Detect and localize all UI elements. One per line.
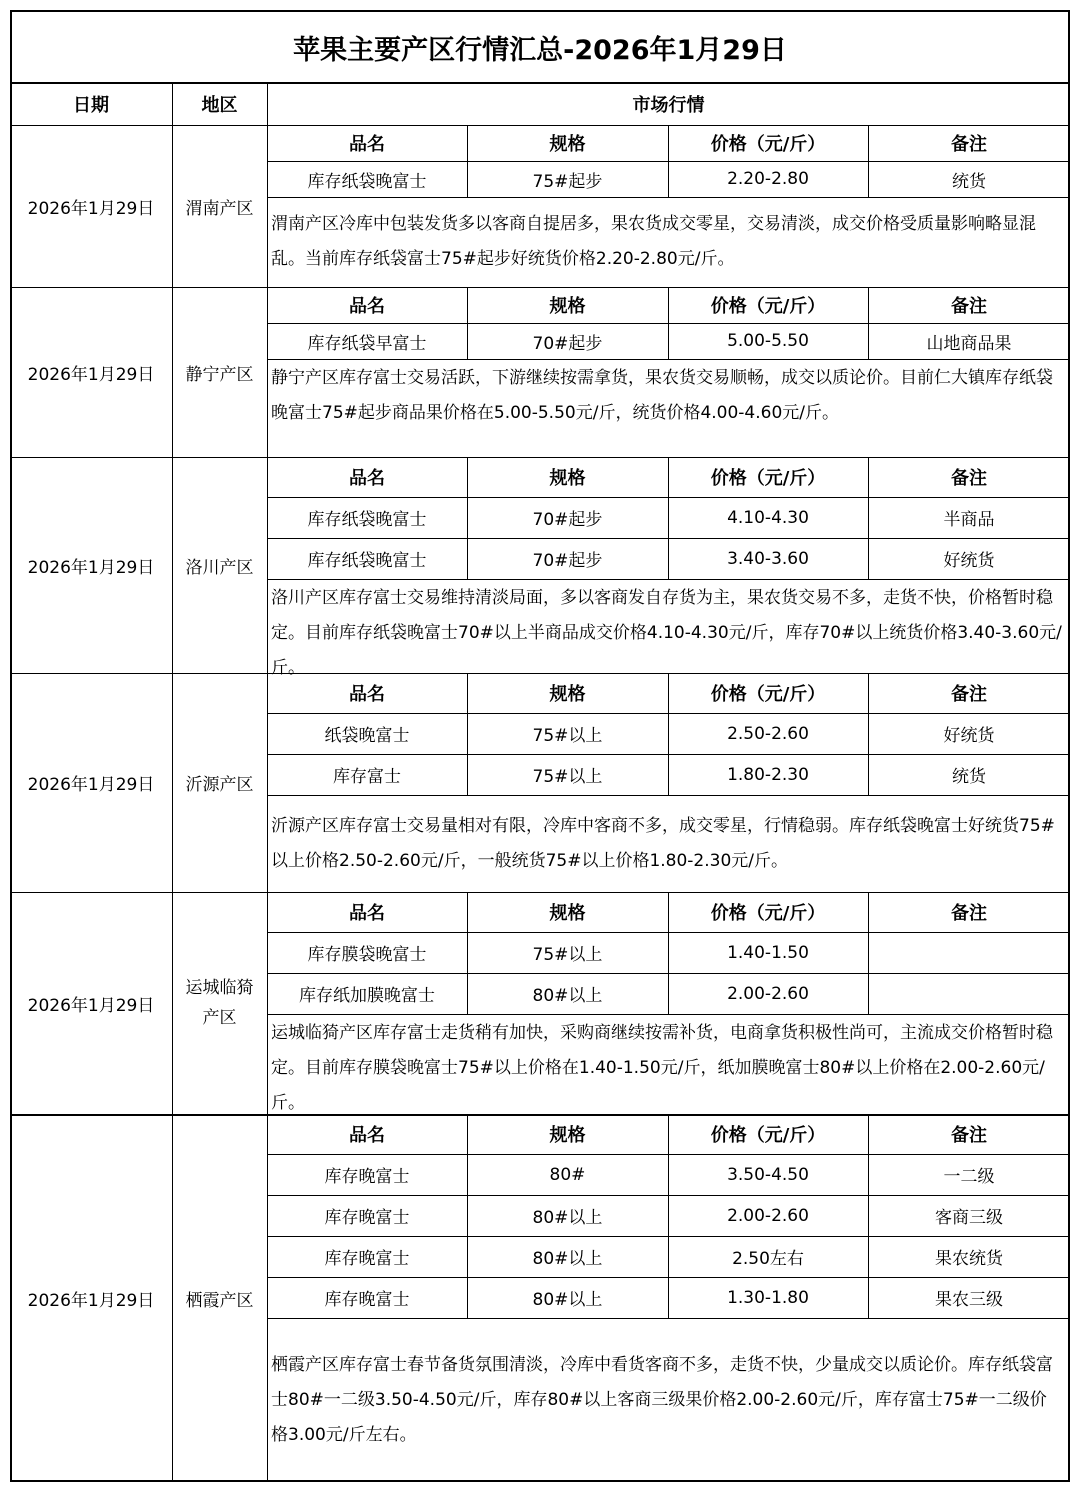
row-spec: 75#以上	[532, 767, 603, 787]
sub-header-name: 品名	[349, 684, 385, 705]
row-price: 1.80-2.30	[727, 764, 809, 785]
row-name: 库存纸加膜晚富士	[299, 986, 435, 1006]
header-region: 地区	[201, 95, 238, 116]
header-date: 日期	[73, 95, 109, 116]
row-spec: 75#以上	[532, 945, 603, 965]
grid-line	[668, 457, 669, 579]
header-market: 市场行情	[632, 95, 705, 116]
section-date: 2026年1月29日	[27, 1290, 155, 1311]
grid-line	[467, 287, 468, 359]
grid-line	[868, 125, 869, 197]
sub-header-remark: 备注	[951, 1125, 987, 1146]
row-remark: 统货	[952, 767, 986, 787]
sub-header-spec: 规格	[549, 468, 586, 489]
row-price: 2.50-2.60	[727, 723, 809, 744]
grid-line	[467, 457, 468, 579]
grid-line	[868, 457, 869, 579]
row-remark: 山地商品果	[926, 333, 1012, 354]
grid-line	[668, 673, 669, 795]
row-remark: 果农统货	[935, 1249, 1003, 1269]
section-note: 沂源产区库存富士交易量相对有限，冷库中客商不多，成交零星，行情稳弱。库存纸袋晚富士好统货75#以上价格2.50-2.60元/斤，一般统货75#以上价格1.80-2.30元/斤。	[271, 816, 1055, 871]
row-remark: 半商品	[943, 510, 995, 530]
row-price: 1.30-1.80	[727, 1287, 809, 1308]
sub-header-name: 品名	[349, 468, 385, 489]
row-spec: 70#起步	[532, 510, 603, 530]
table-title: 苹果主要产区行情汇总-2026年1月29日	[10, 10, 1070, 84]
sub-header-name: 品名	[349, 903, 385, 924]
section-region: 洛川产区	[185, 557, 254, 578]
grid-line	[868, 1114, 869, 1318]
sub-header-spec: 规格	[549, 684, 586, 705]
row-price: 5.00-5.50	[727, 331, 809, 351]
row-spec: 80#	[549, 1164, 586, 1185]
section-date: 2026年1月29日	[27, 198, 155, 219]
row-remark: 好统货	[943, 551, 995, 571]
sub-header-remark: 备注	[951, 468, 987, 489]
row-spec: 70#起步	[532, 333, 603, 354]
section-region	[172, 892, 267, 1114]
sub-header-remark: 备注	[951, 684, 987, 705]
row-name: 库存纸袋晚富士	[307, 510, 427, 530]
grid-line	[868, 673, 869, 795]
section-date: 2026年1月29日	[27, 557, 155, 578]
row-price: 3.50-4.50	[727, 1164, 809, 1185]
section-region-line2: 产区	[202, 1008, 237, 1028]
section-region: 渭南产区	[185, 198, 254, 219]
row-remark	[868, 932, 1070, 973]
sub-header-remark: 备注	[951, 296, 987, 317]
sub-header-price: 价格（元/斤）	[710, 1125, 826, 1146]
sub-header-spec: 规格	[549, 903, 586, 924]
sub-header-remark: 备注	[951, 903, 987, 924]
grid-line	[267, 197, 1070, 198]
section-note: 渭南产区冷库中包装发货多以客商自提居多，果农货成交零星，交易清淡，成交价格受质量影响略显混乱。当前库存纸袋富士75#起步好统货价格2.20-2.80元/斤。	[271, 214, 1036, 269]
grid-line	[668, 125, 669, 197]
row-name: 库存纸袋晚富士	[307, 551, 427, 571]
market-summary-table	[10, 10, 1070, 1482]
grid-line	[868, 892, 869, 1014]
row-remark: 统货	[952, 171, 986, 192]
grid-line	[868, 287, 869, 359]
grid-line	[668, 1114, 669, 1318]
section-region: 栖霞产区	[185, 1290, 254, 1311]
section-region: 静宁产区	[185, 364, 254, 385]
row-price: 1.40-1.50	[727, 942, 809, 963]
section-date: 2026年1月29日	[27, 364, 155, 385]
row-remark: 好统货	[943, 726, 995, 746]
grid-line	[467, 673, 468, 795]
sub-header-remark: 备注	[951, 134, 987, 155]
grid-line	[267, 1014, 1070, 1015]
row-name: 纸袋晚富士	[324, 726, 410, 746]
row-name: 库存纸袋早富士	[307, 333, 427, 354]
sub-header-spec: 规格	[549, 296, 586, 317]
row-name: 库存富士	[333, 767, 401, 787]
section-note: 栖霞产区库存富士春节备货氛围清淡，冷库中看货客商不多，走货不快，少量成交以质论价。库存纸袋富士80#一二级3.50-4.50元/斤，库存80#以上客商三级果价格2.00-2.60元/斤，库存富士75#一二级价格3.00元/斤左右。	[271, 1355, 1053, 1445]
grid-line	[267, 1318, 1070, 1319]
sub-header-price: 价格（元/斤）	[710, 296, 826, 317]
row-price: 4.10-4.30	[727, 507, 809, 528]
section-note: 洛川产区库存富士交易维持清淡局面，多以客商发自存货为主，果农货交易不多，走货不快，价格暂时稳定。目前库存纸袋晚富士70#以上半商品成交价格4.10-4.30元/斤，库存70#以上统货价格3.40-3.60元/斤。	[271, 588, 1062, 678]
sub-header-name: 品名	[349, 296, 385, 317]
row-spec: 75#以上	[532, 726, 603, 746]
row-price: 2.00-2.60	[727, 983, 809, 1004]
row-price: 2.50左右	[732, 1249, 804, 1269]
section-note: 运城临猗产区库存富士走货稍有加快，采购商继续按需补货，电商拿货积极性尚可，主流成交价格暂时稳定。目前库存膜袋晚富士75#以上价格在1.40-1.50元/斤，纸加膜晚富士80#以上价格在2.00-2.60元/斤。	[271, 1023, 1053, 1113]
row-name: 库存晚富士	[324, 1249, 410, 1269]
section-region-line1: 运城临猗	[185, 978, 254, 998]
row-price: 2.20-2.80	[727, 169, 809, 189]
row-spec: 80#以上	[532, 1290, 603, 1310]
row-remark: 一二级	[943, 1167, 995, 1187]
row-name: 库存晚富士	[324, 1208, 410, 1228]
sub-header-name: 品名	[349, 1125, 385, 1146]
grid-line	[668, 287, 669, 359]
row-price: 3.40-3.60	[727, 548, 809, 569]
grid-line	[467, 1114, 468, 1318]
row-name: 库存晚富士	[324, 1290, 410, 1310]
row-name: 库存晚富士	[324, 1167, 410, 1187]
row-spec: 80#以上	[532, 986, 603, 1006]
grid-line	[668, 892, 669, 1014]
grid-line	[467, 892, 468, 1014]
row-name: 库存膜袋晚富士	[307, 945, 427, 965]
grid-line	[267, 795, 1070, 796]
row-name: 库存纸袋晚富士	[307, 171, 427, 192]
sub-header-price: 价格（元/斤）	[710, 468, 826, 489]
grid-line	[467, 125, 468, 197]
grid-line	[267, 359, 1070, 360]
grid-line	[267, 579, 1070, 580]
row-spec: 80#以上	[532, 1208, 603, 1228]
sub-header-price: 价格（元/斤）	[710, 134, 826, 155]
row-remark: 客商三级	[935, 1208, 1003, 1228]
row-remark	[868, 973, 1070, 1014]
section-date: 2026年1月29日	[27, 775, 155, 795]
section-date: 2026年1月29日	[27, 995, 155, 1016]
row-spec: 75#起步	[532, 171, 603, 192]
row-price: 2.00-2.60	[727, 1205, 809, 1226]
section-note: 静宁产区库存富士交易活跃，下游继续按需拿货，果农货交易顺畅，成交以质论价。目前仁大镇库存纸袋晚富士75#起步商品果价格在5.00-5.50元/斤，统货价格4.00-4.60元/斤。	[271, 368, 1053, 423]
row-spec: 80#以上	[532, 1249, 603, 1269]
sub-header-spec: 规格	[549, 1125, 586, 1146]
sub-header-price: 价格（元/斤）	[710, 903, 826, 924]
section-region: 沂源产区	[185, 775, 254, 795]
row-spec: 70#起步	[532, 551, 603, 571]
sub-header-spec: 规格	[549, 134, 586, 155]
row-remark: 果农三级	[935, 1290, 1003, 1310]
sub-header-price: 价格（元/斤）	[710, 684, 826, 705]
sub-header-name: 品名	[349, 134, 385, 155]
